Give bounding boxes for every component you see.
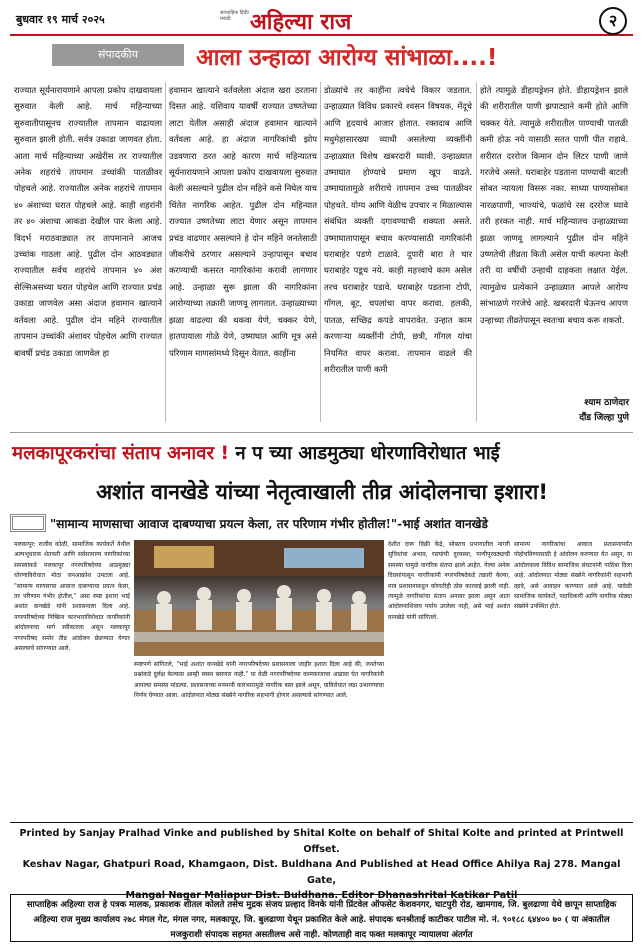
editorial-column-1: राज्यात सूर्यनारायणाने आपला प्रकोप दाखवायला सुरुवात केली आहे. मार्च महिन्याच्या सुरुवातीपासूनच राज्यातील तापमान वाढायला सुरुवात झाली होती. सर्वत्र उकाडा जाणवत होता. आता मार्च महिन्याच्या अखेरीस तर राज्यातील अनेक शहरांचे तापमान उच्चांकी पातळीवर पोहचले आहे. राज्यातील अनेक शहरांचे तापमान ४० अंशाच्या घरात पोहचले आहे. काही शहरांनी तर ४० अंशाचा आकडा देखील पार केला आहे. विदर्भ मराठवाड्यात तर तापमानाने आजच उच्चांक गाठला आहे. पुढील दोन आठवड्यात राज्यातील सर्वच शहरांचे तापमान ४० अंश सेल्सिअसच्या घरात पोहचेल आणि राज्यात प्रचंड उकाडा जाणवेल असा अंदाज हवामान खात्याने वर्तवला आहे. पुढील दोन महिने राज्यातील तापमान उच्चांकी अंशावर पोहचेल आणि राज्यात बावर्षी प्रचंड उकाडा जाणवेल हा xyxy=(14,85,162,358)
issue-date: बुधवार १९ मार्च २०२५ xyxy=(16,13,105,26)
subhead-ornament xyxy=(10,514,46,532)
column-divider xyxy=(320,82,321,422)
newspaper-title: अहिल्या राज xyxy=(250,9,352,35)
story-headline-rest: न प च्या आडमुठ्या धोरणाविरोधात भाई xyxy=(235,443,500,464)
news-photo-illustration xyxy=(134,540,384,656)
story-headline-line-1 xyxy=(12,440,632,465)
story-column-4: सामान्य नागरिकांचा आवाज प्रशासनापर्यंत पोहोचविण्यासाठी हे आंदोलन करण्यात येत असून, या आंदोलनाला विविध सामाजिक संघटनांनी पाठिंबा दिला आहे. आंदोलनात मोठ्या संख्येने नागरिकांनी सहभागी व्हावे, असे आवाहन करण्यात आले आहे. यावेळी सामाजिक कार्यकर्ते, पदाधिकारी आणि नागरिक मोठ्या संख्येने उपस्थित होते. xyxy=(514,541,632,611)
author-place: दौंड जिल्हा पुणे xyxy=(579,413,629,423)
story-subhead: "सामान्य माणसाचा आवाज दाबण्याचा प्रयत्न केला, तर परिणाम गंभीर होतील!"-भाई अशांत वानखेडे xyxy=(50,517,488,531)
masthead xyxy=(10,6,633,36)
column-divider xyxy=(476,82,477,422)
footer-rule xyxy=(10,822,633,823)
editorial-headline: आला उन्हाळा आरोग्य सांभाळा....! xyxy=(196,45,498,71)
editorial-column-4: होते त्यामुळे डीहायड्रेशन होते. डीहायड्रेशन झाले की शरीरातील पाणी झपाट्याने कमी होते आणि चक्कर येते. त्यामुळे शरीरातील पाण्याची पातळी कमी होऊ नये यासाठी सतत पाणी पीत राहावे. शरीरात दररोज किमान दोन लिटर पाणी जाणे गरजेचे असते. घराबाहेर पडताना पाण्याची बाटली सोबत न्यायला विसरू नका. साध्या पाण्यासोबत नारळपाणी, भाज्यांचे, फळांचे रस दररोज घ्यावे तरी हरकत नाही. मार्च महिन्यातच उन्हाळ्याच्या झळा जाणवू लागल्याने पुढील दोन महिने उष्णतेची तीव्रता किती असेल याची कल्पना केली तरी या वर्षीची उन्हाची दाहकता लक्षात येईल. त्यामुळेच प्रत्येकाने उन्हाळ्यात आपले आरोग्य सांभाळणे गरजेचे आहे. खबरदारी घेऊनच आपण उन्हाच्या तीव्रतेपासून स्वतःचा बचाव करू शकतो. xyxy=(480,85,628,325)
imprint-line-2: Keshav Nagar, Ghatpuri Road, Khamgaon, Dist. Buldhana And Published at Head Office Ahilya Raj 278. Mangal Gate, xyxy=(22,859,621,886)
page-number: २ xyxy=(599,7,627,35)
section-divider xyxy=(10,432,633,433)
column-divider xyxy=(165,82,166,422)
story-column-2: स्पष्टपणे सांगितले, "भाई अशांत वानखेडे यांनी नगरपरिषदेच्या प्रशासनाला जाहीर इशारा दिला आहे की, जनतेच्या प्रश्नांकडे दुर्लक्ष केल्यास आम्ही स्वस्थ बसणार नाही." या वेळी नगरपरिषदेच्या कामकाजाचा आढावा घेत नागरिकांनी आपल्या समस्या मांडल्या. प्रशासनाच्या मनमानी कारभारामुळे नागरिक त्रस्त झाले असून, याविरोधात लढा उभारण्याचा निर्णय घेण्यात आला. आंदोलनात मोठ्या संख्येने नागरिक सहभागी होणार असल्याचे सांगण्यात आले. xyxy=(134,661,384,700)
imprint-line-1: Printed by Sanjay Pralhad Vinke and published by Shital Kolte on behalf of Shital Kolte and printed at Printwell Offset. xyxy=(19,828,624,855)
editorial-column-3: डोळ्यांचे तर काहींना त्वचेचे विकार जडतात. उन्हाळ्यात विविध प्रकारचे श्वसन विषयक, मेंदूचे आणि हृदयाचे आजार होतात. रक्तदाब आणि मधुमेहासारख्या व्याधी असलेल्या व्यक्तींनी उन्हाळ्यात विशेष खबरदारी घ्यावी. उन्हाळ्यात उष्माघात होण्याचे प्रमाण खूप वाढते. उष्माघातामुळे शरीराचे तापमान उच्च पातळीवर पोहचते. योग्य आणि वेळीच उपचार न मिळाल्यास संबंधित व्यक्ती दगावण्याची शक्यता असते. उष्माघातापासून बचाव करण्यासाठी नागरिकांनी घराबाहेर पडणे टाळावे. दुपारी बारा ते चार घराबाहेर पडूच नये. काही महत्त्वाचे काम असेल तरच घराबाहेर पडावे. घराबाहेर पडताना टोपी, गॉगल, बूट, चपलांचा वापर करावा. हलकी, पातळ, सच्छिद्र कपडे वापरावेत. उन्हात काम करणाऱ्या व्यक्तींनी टोपी, छत्री, गॉगल यांचा नियमित वापर करावा. तापमान वाढले की शरीरातील पाणी कमी xyxy=(324,85,472,374)
editorial-column-2: हवामान खात्याने वर्तवलेला अंदाज खरा ठरताना दिसत आहे. यशिवाय यावर्षी राज्यात उष्णतेच्या लाटा येतील असाही अंदाज हवामान खात्याने वर्तवला आहे. हा अंदाज नागरिकांची झोप उडवणारा ठरत आहे कारण मार्च महिन्यातच सूर्यनारायणाने आपला प्रकोप दाखवायला सुरुवात केली असल्याने पुढील दोन महिने कसे निघेल याच चिंतेत नागरिक आहेत. पुढील दोन महिन्यात राज्यात उष्णतेच्या लाटा येणार असून तापमान प्रचंड वाढणार असल्याने हे दोन महिने जनतेसाठी जीकरीचे ठरणार असल्याने उन्हापासून बचाव करण्याची कसरत नागरिकांना करावी लागणार आहे. उन्हाळा सुरू झाला की नागरिकांना आरोग्याच्या तक्रारी जाणवू लागतात. उन्हाळ्याच्या झळा वाढल्या की थकवा येणे, चक्कर येणे, हातपायाला गोळे येणे, उष्माघात आणि मूत्र असे परिणाम माणसांमध्ये दिसून येतात. काहींना xyxy=(169,85,317,358)
author-name: श्याम ठाणेदार xyxy=(584,398,629,408)
story-column-3: देशीत दारू विक्री केंद्रे, सोबतच प्रभागातील नागरी सुविधांचा अभाव, रस्त्यांची दुरवस्था, पाणीपुरवठ्याची समस्या यामुळे नागरिक संतप्त झाले आहेत. गेल्या अनेक दिवसांपासून नागरिकांनी नगरपरिषदेकडे तक्रारी केल्या, मात्र प्रशासनाकडून कोणतीही ठोस कारवाई झाली नाही. त्यामुळे नागरिकांचा संताप अनावर झाला असून आता आंदोलनाशिवाय पर्याय उरलेला नाही, असे भाई अशांत वानखेडे यांनी सांगितले. xyxy=(388,541,510,621)
story-headline-red: मलकापूरकरांचा संताप अनावर ! xyxy=(12,443,229,464)
disclaimer-box: साप्ताहिक अहिल्या राज हे पत्रक मालक, प्रकाशक शीतल कोलते तसेच मुद्रक संजय प्रल्हाद विनके यांनी प्रिंटवेल ऑफसेट केशवनगर, घाटपुरी रोड, खामगाव, जि. बुलढाणा येथे छापून साप्ताहिक अहिल्या राज मुख्य कार्यालय २७८ मंगल गेट, मंगल नगर, मलकापूर, जि. बुलढाणा येथून प्रकाशित केले आहे. संपादक धनश्रीताई काटीकर पाटील मो. नं. ९०१८८ ६४४०० ७० ( या अंकातील मजकुराशी संपादक सहमत असतीलच असे नाही. कोणताही वाद फक्त मलकापूर न्यायालया अंतर्गत xyxy=(10,894,633,942)
imprint-line-3: Mangal Nagar Maliapur Dist. Buldhana. Editor Dhanashrital Katikar Patil xyxy=(125,890,518,902)
brand-tagline: साप्ताहिक हिंदी/मराठी xyxy=(220,10,250,22)
story-column-1: मलकापूर: राजीव कोळी, सामाजिक कार्यकर्ते येथील अल्पभूधारक शेतकरी आणि सर्वसामान्य नागरिकांच्या समस्यांकडे मलकापूर नगरपरिषदेच्या आडमुठ्या धोरणाविरोधात मोठा जनआक्रोश उमटला आहे. "सामान्य माणसाचा आवाज दाबण्याचा प्रयत्न केला, तर परिणाम गंभीर होतील," असा स्पष्ट इशारा भाई अशांत वानखेडे यांनी प्रशासनाला दिला आहे. नगरपरिषदेच्या निष्क्रिय कारभाराविरोधात नागरिकांनी आंदोलनाचा मार्ग स्वीकारला असून मलकापूर नगरपरिषद समोर तीव्र आंदोलन छेडण्यात येणार असल्याचे सांगण्यात आले. xyxy=(14,541,130,653)
imprint xyxy=(14,826,629,904)
section-tag: संपादकीय xyxy=(52,44,184,66)
story-headline-line-2: अशांत वानखेडे यांच्या नेतृत्वाखाली तीव्र आंदोलनाचा इशारा! xyxy=(96,480,548,504)
